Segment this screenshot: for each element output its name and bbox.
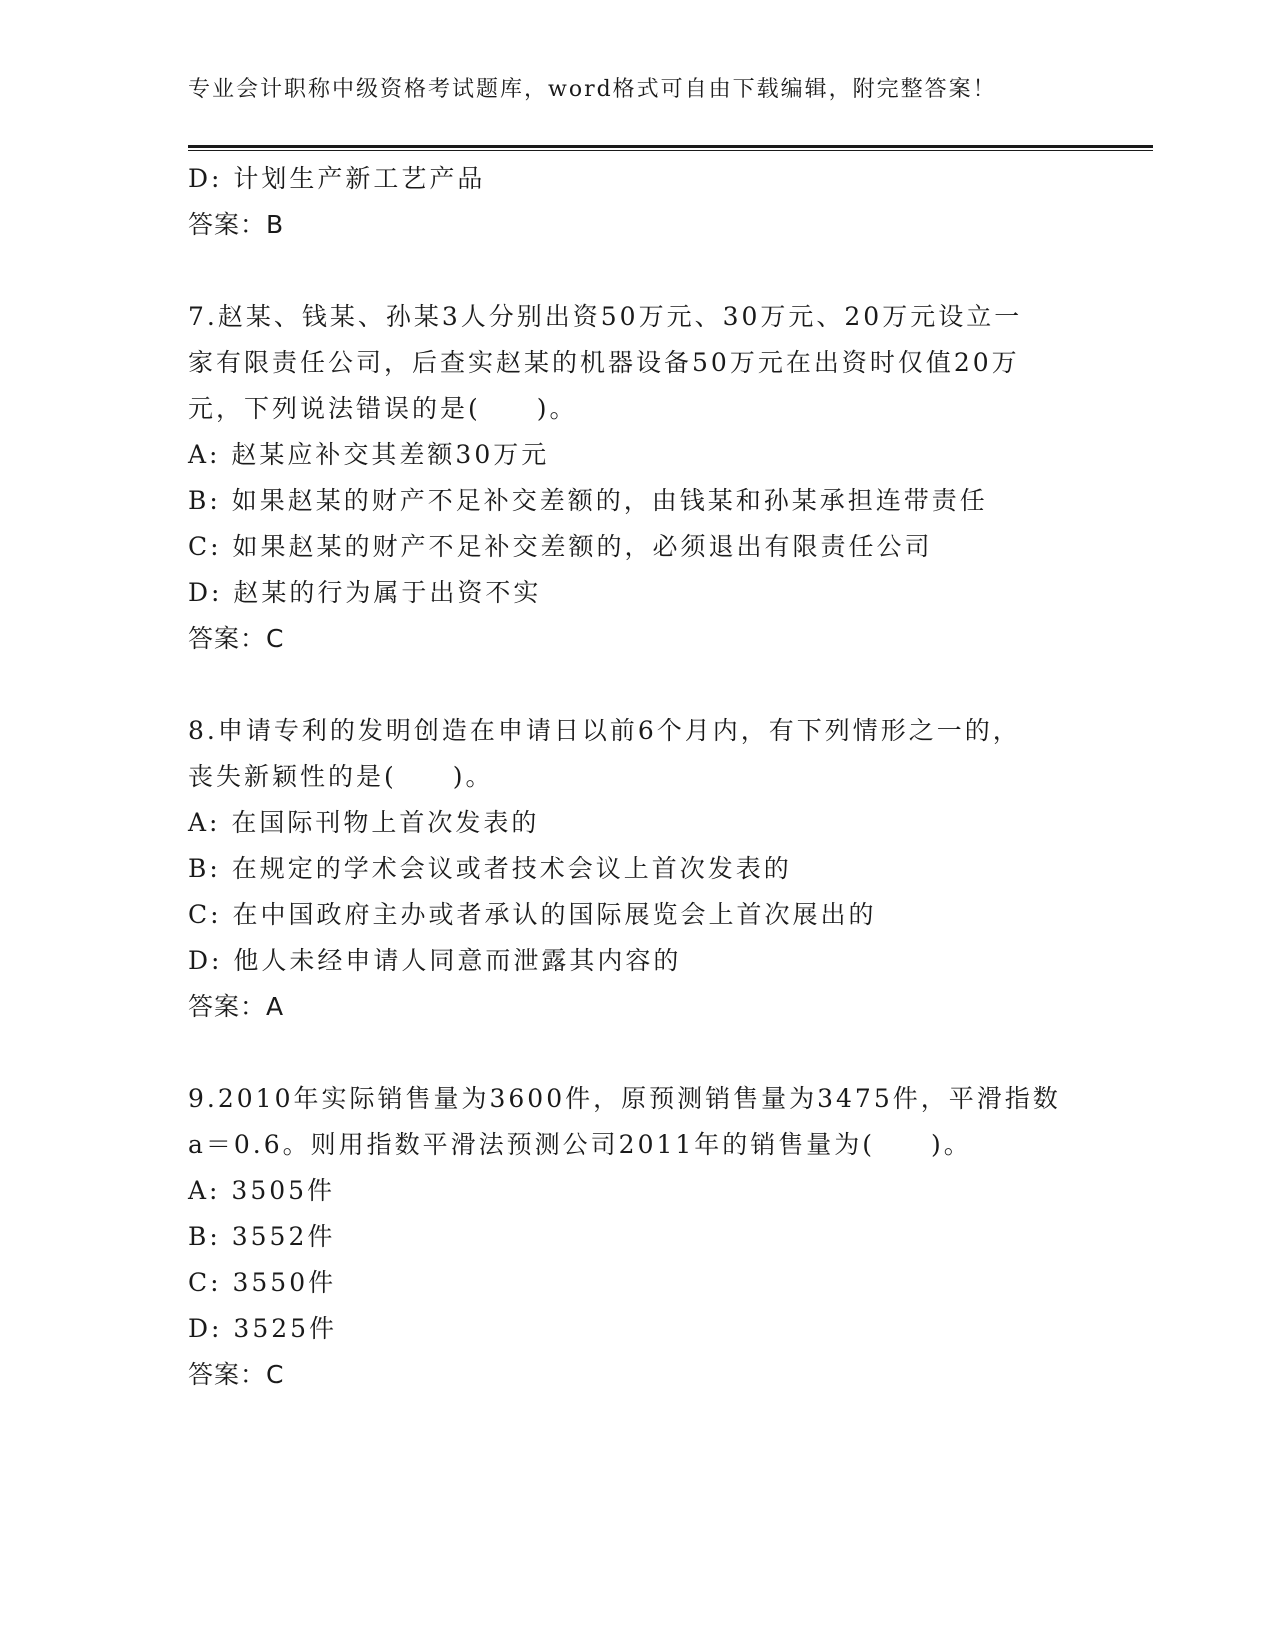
question-text: 7.赵某、钱某、孙某3人分别出资50万元、30万元、20万元设立一 <box>188 302 1023 331</box>
header-rule-thin <box>188 150 1153 151</box>
spacer <box>188 1030 1088 1076</box>
answer: 答案：B <box>188 210 285 239</box>
option-d: D: 3525件 <box>188 1314 338 1343</box>
page-header: 专业会计职称中级资格考试题库，word格式可自由下载编辑，附完整答案！ <box>188 77 997 102</box>
answer: 答案：C <box>188 1360 285 1389</box>
question-8 <box>188 708 1088 1030</box>
option-c: C: 如果赵某的财产不足补交差额的，必须退出有限责任公司 <box>188 532 933 561</box>
option-d: D: 计划生产新工艺产品 <box>188 164 486 193</box>
question-text: 家有限责任公司，后查实赵某的机器设备50万元在出资时仅值20万 <box>188 348 1020 377</box>
question-text: 8.申请专利的发明创造在申请日以前6个月内，有下列情形之一的， <box>188 716 1021 745</box>
document-body <box>188 156 1088 1398</box>
spacer <box>188 248 1088 294</box>
question-text: 丧失新颖性的是( )。 <box>188 762 494 791</box>
option-b: B: 如果赵某的财产不足补交差额的，由钱某和孙某承担连带责任 <box>188 486 988 515</box>
question-9 <box>188 1076 1088 1398</box>
option-a: A: 3505件 <box>188 1176 336 1205</box>
option-a: A: 在国际刊物上首次发表的 <box>188 808 540 837</box>
question-7 <box>188 294 1088 662</box>
option-a: A: 赵某应补交其差额30万元 <box>188 440 550 469</box>
question-text: 9.2010年实际销售量为3600件，原预测销售量为3475件，平滑指数 <box>188 1084 1061 1113</box>
spacer <box>188 662 1088 708</box>
question-text: a＝0.6。则用指数平滑法预测公司2011年的销售量为( )。 <box>188 1130 972 1159</box>
question-text: 元，下列说法错误的是( )。 <box>188 394 578 423</box>
option-b: B: 3552件 <box>188 1222 336 1251</box>
answer: 答案：C <box>188 624 285 653</box>
option-d: D: 赵某的行为属于出资不实 <box>188 578 542 607</box>
option-c: C: 3550件 <box>188 1268 337 1297</box>
option-d: D: 他人未经申请人同意而泄露其内容的 <box>188 946 682 975</box>
header-rule-thick <box>188 145 1153 148</box>
previous-question-tail <box>188 156 1088 248</box>
option-c: C: 在中国政府主办或者承认的国际展览会上首次展出的 <box>188 900 877 929</box>
option-b: B: 在规定的学术会议或者技术会议上首次发表的 <box>188 854 792 883</box>
answer: 答案：A <box>188 992 285 1021</box>
